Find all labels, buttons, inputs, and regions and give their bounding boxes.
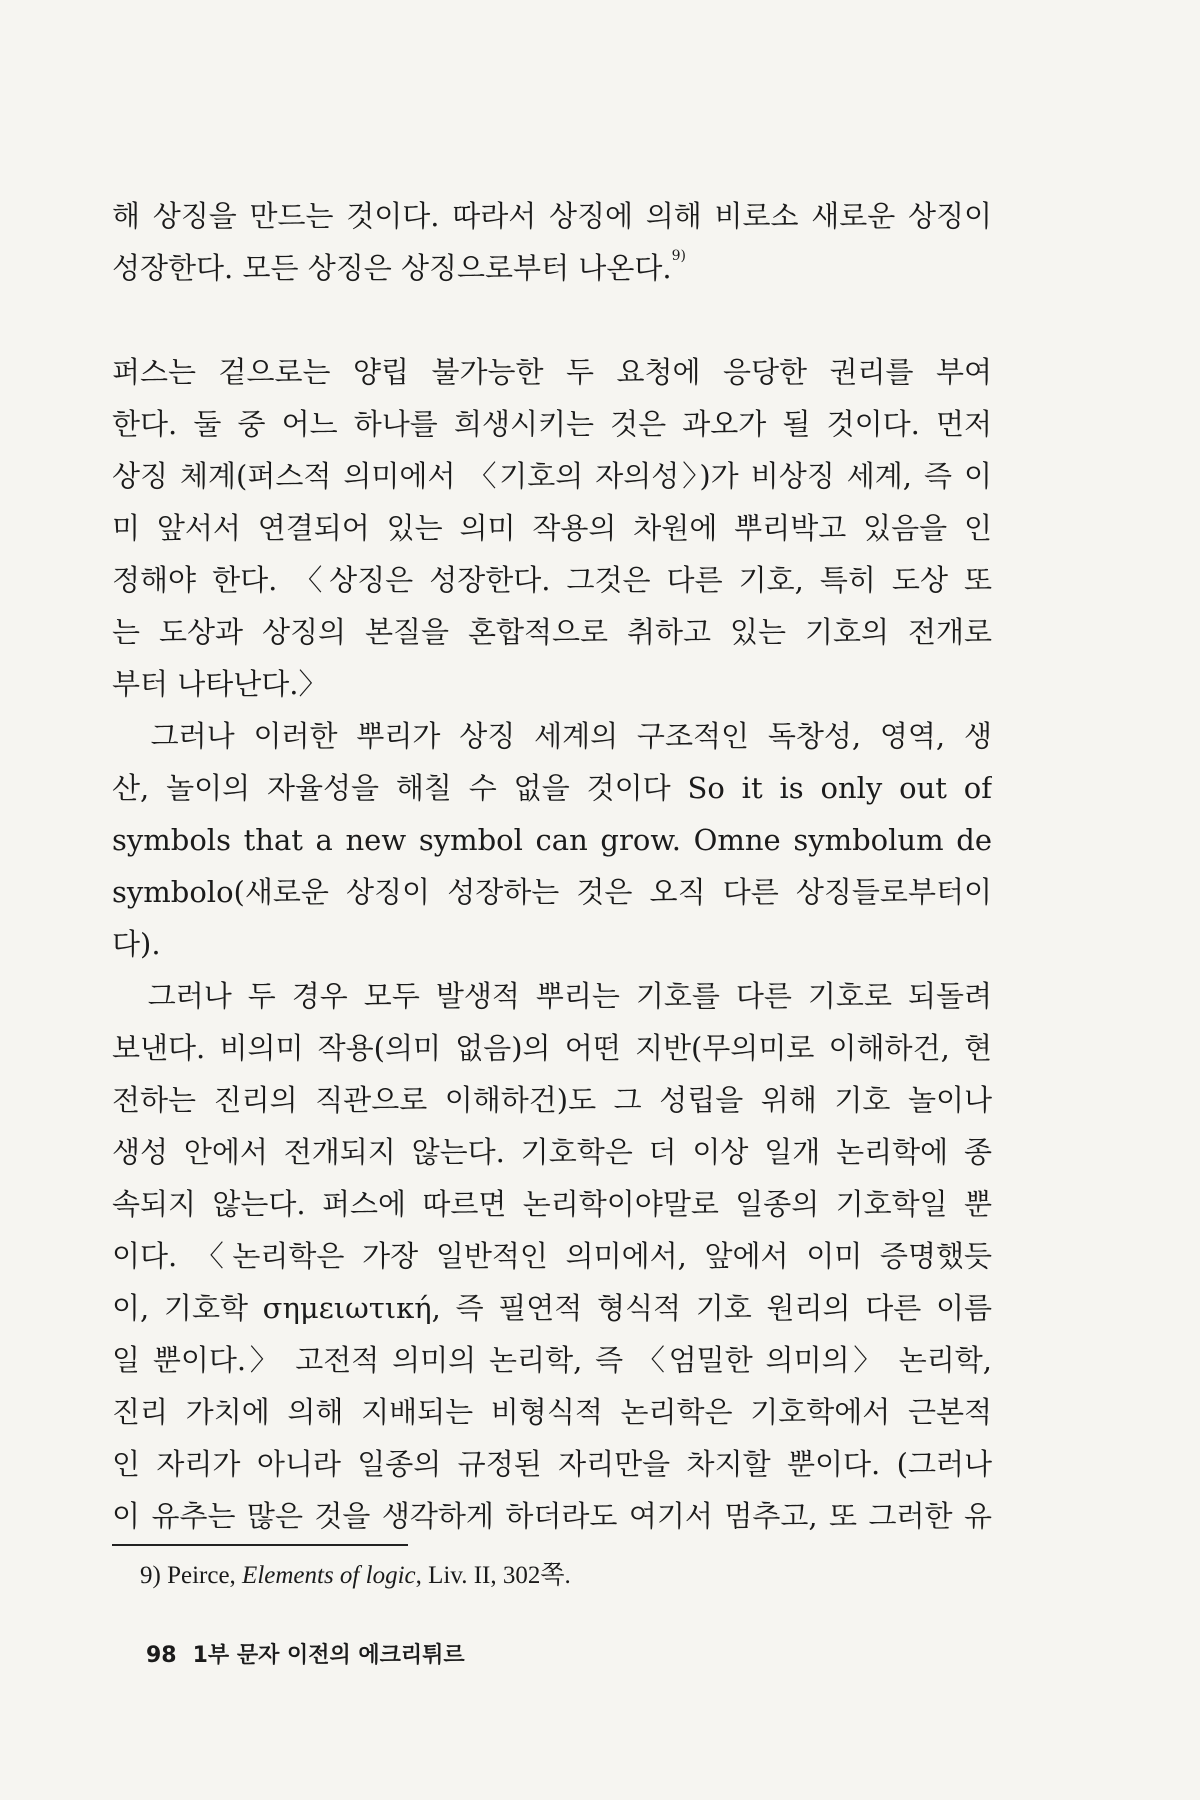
text-line: symbols that a new symbol can grow. Omne symbolum de <box>112 823 992 857</box>
text-line: 생성 안에서 전개되지 않는다. 기호학은 더 이상 일개 논리학에 종 <box>112 1135 992 1169</box>
text-line: 퍼스는 겉으로는 양립 불가능한 두 요청에 응당한 권리를 부여 <box>112 355 992 389</box>
text-line: 는 도상과 상징의 본질을 혼합적으로 취하고 있는 기호의 전개로 <box>112 615 992 649</box>
text-line: 그러나 두 경우 모두 발생적 뿌리는 기호를 다른 기호로 되돌려 <box>112 979 992 1013</box>
text-line: 인 자리가 아니라 일종의 규정된 자리만을 차지할 뿐이다. (그러나 <box>112 1447 992 1481</box>
text-line: 일 뿐이다.〉 고전적 의미의 논리학, 즉 〈엄밀한 의미의〉 논리학, <box>112 1343 992 1377</box>
text-line: 진리 가치에 의해 지배되는 비형식적 논리학은 기호학에서 근본적 <box>112 1395 992 1429</box>
text-line: 그러나 이러한 뿌리가 상징 세계의 구조적인 독창성, 영역, 생 <box>112 719 992 753</box>
main-paragraphs <box>112 346 992 1542</box>
page-number: 98 <box>146 1643 177 1668</box>
text-line: 미 앞서서 연결되어 있는 의미 작용의 차원에 뿌리박고 있음을 인 <box>112 511 992 545</box>
footnote-reference: 9) <box>671 248 686 264</box>
text-line: 전하는 진리의 직관으로 이해하건)도 그 성립을 위해 기호 놀이나 <box>112 1083 992 1117</box>
paragraph-continuation <box>112 190 992 294</box>
text-line: symbolo(새로운 상징이 성장하는 것은 오직 다른 상징들로부터이 <box>112 875 992 909</box>
text-line: 속되지 않는다. 퍼스에 따르면 논리학이야말로 일종의 기호학일 뿐 <box>112 1187 992 1221</box>
text-line: 상징 체계(퍼스적 의미에서 〈기호의 자의성〉)가 비상징 세계, 즉 이 <box>112 459 992 493</box>
footnote-suffix: , Liv. II, 302쪽. <box>415 1562 571 1589</box>
footnote <box>140 1556 940 1596</box>
text-line: 산, 놀이의 자율성을 해칠 수 없을 것이다 So it is only out of <box>112 771 992 805</box>
footnote-divider <box>112 1544 408 1546</box>
text-line: 이 유추는 많은 것을 생각하게 하더라도 여기서 멈추고, 또 그러한 유 <box>112 1499 992 1533</box>
text-line: 정해야 한다. 〈상징은 성장한다. 그것은 다른 기호, 특히 도상 또 <box>112 563 992 597</box>
footnote-prefix: 9) Peirce, <box>140 1562 243 1589</box>
text-line: 다). <box>112 927 161 961</box>
text-line: 한다. 둘 중 어느 하나를 희생시키는 것은 과오가 될 것이다. 먼저 <box>112 407 992 441</box>
text-line-content: 성장한다. 모든 상징은 상징으로부터 나온다. <box>112 251 672 285</box>
text-line <box>112 242 992 294</box>
footnote-book-title: Elements of logic <box>242 1562 416 1589</box>
text-line: 부터 나타난다.〉 <box>112 667 328 701</box>
text-line: 해 상징을 만드는 것이다. 따라서 상징에 의해 비로소 새로운 상징이 <box>112 199 992 233</box>
text-line: 이, 기호학 σημειωτική, 즉 필연적 형식적 기호 원리의 다른 이름 <box>112 1291 992 1325</box>
text-line: 이다. 〈논리학은 가장 일반적인 의미에서, 앞에서 이미 증명했듯 <box>112 1239 992 1273</box>
running-title: 1부 문자 이전의 에크리튀르 <box>192 1643 465 1668</box>
text-line: 보낸다. 비의미 작용(의미 없음)의 어떤 지반(무의미로 이해하건, 현 <box>112 1031 992 1065</box>
page-footer <box>146 1638 465 1669</box>
